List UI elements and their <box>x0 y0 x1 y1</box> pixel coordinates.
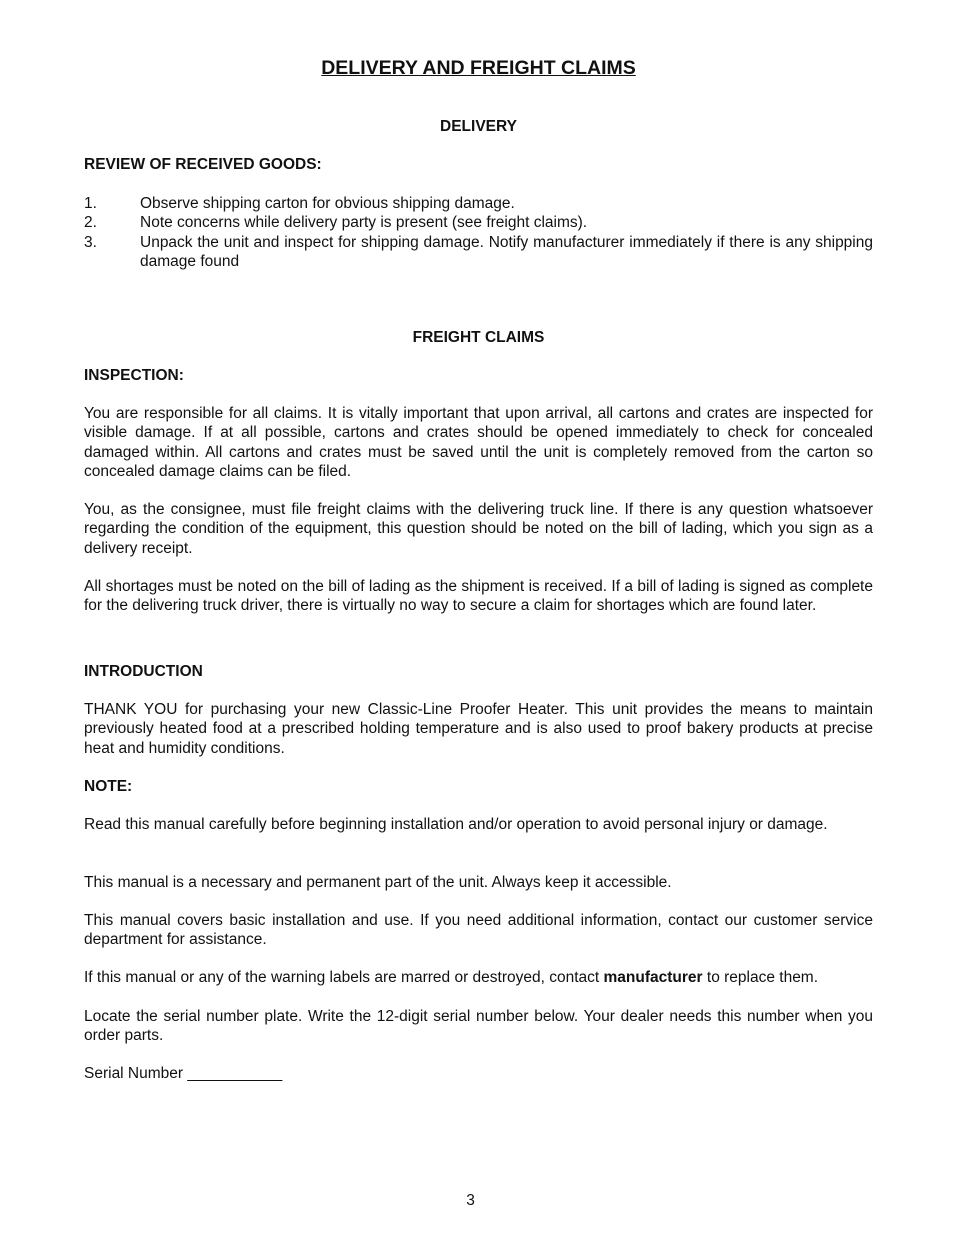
note-p4-text-end: to replace them. <box>702 969 819 986</box>
list-text: Observe shipping carton for obvious shipping damage. <box>140 195 515 212</box>
list-number: 2. <box>84 214 97 232</box>
note-paragraph-3: This manual covers basic installation and use. If you need additional information, contact our customer service department for assistance. <box>84 912 873 949</box>
note-p4-text: If this manual or any of the warning labels are marred or destroyed, contact <box>84 969 604 986</box>
manual-page <box>84 0 873 1235</box>
list-text: Unpack the unit and inspect for shipping damage. Notify manufacturer immediately if there is any shipping damage found <box>140 233 873 270</box>
introduction-paragraph: THANK YOU for purchasing your new Classic-Line Proofer Heater. This unit provides the means to maintain previously heated food at a prescribed holding temperature and is also used to proof bakery products at precise heat and humidity conditions. <box>84 701 873 757</box>
page-title: DELIVERY AND FREIGHT CLAIMS <box>321 57 636 79</box>
delivery-heading: DELIVERY <box>440 118 517 135</box>
page-number: 3 <box>466 1192 475 1209</box>
freight-claims-heading: FREIGHT CLAIMS <box>412 329 545 346</box>
introduction-heading: INTRODUCTION <box>84 663 203 680</box>
inspection-paragraph-1: You are responsible for all claims. It is vitally important that upon arrival, all cartons and crates are inspected for visible damage. If at all possible, cartons and crates should be opened immediately to check for concealed damaged within. All cartons and crates must be saved until the unit is completely removed from the carton so concealed damage claims can be filed. <box>84 405 873 480</box>
inspection-paragraph-3: All shortages must be noted on the bill of lading as the shipment is received. If a bill of lading is signed as complete for the delivering truck driver, there is virtually no way to secure a claim for shortages which are found later. <box>84 578 873 615</box>
note-paragraph-4 <box>84 968 873 987</box>
list-number: 3. <box>84 233 97 251</box>
list-item <box>84 194 873 213</box>
list-text: Note concerns while delivery party is present (see freight claims). <box>140 214 588 232</box>
note-paragraph-5: Locate the serial number plate. Write the 12-digit serial number below. Your dealer needs this number when you order parts. <box>84 1008 873 1045</box>
note-heading: NOTE: <box>84 778 133 795</box>
review-list <box>84 194 873 271</box>
note-paragraph-1: Read this manual carefully before beginning installation and/or operation to avoid personal injury or damage. <box>84 816 828 833</box>
list-number: 1. <box>84 195 97 212</box>
note-paragraph-2: This manual is a necessary and permanent part of the unit. Always keep it accessible. <box>84 874 672 891</box>
review-heading: REVIEW OF RECEIVED GOODS: <box>84 156 322 173</box>
inspection-heading: INSPECTION: <box>84 367 184 384</box>
serial-number-line: Serial Number ___________ <box>84 1065 283 1082</box>
inspection-paragraph-2: You, as the consignee, must file freight claims with the delivering truck line. If there is any question whatsoever regarding the condition of the equipment, this question should be noted on the bill of lading, which you sign as a delivery receipt. <box>84 501 873 557</box>
manufacturer-emphasis: manufacturer <box>603 969 703 986</box>
list-item <box>84 213 873 232</box>
list-item <box>84 233 873 272</box>
